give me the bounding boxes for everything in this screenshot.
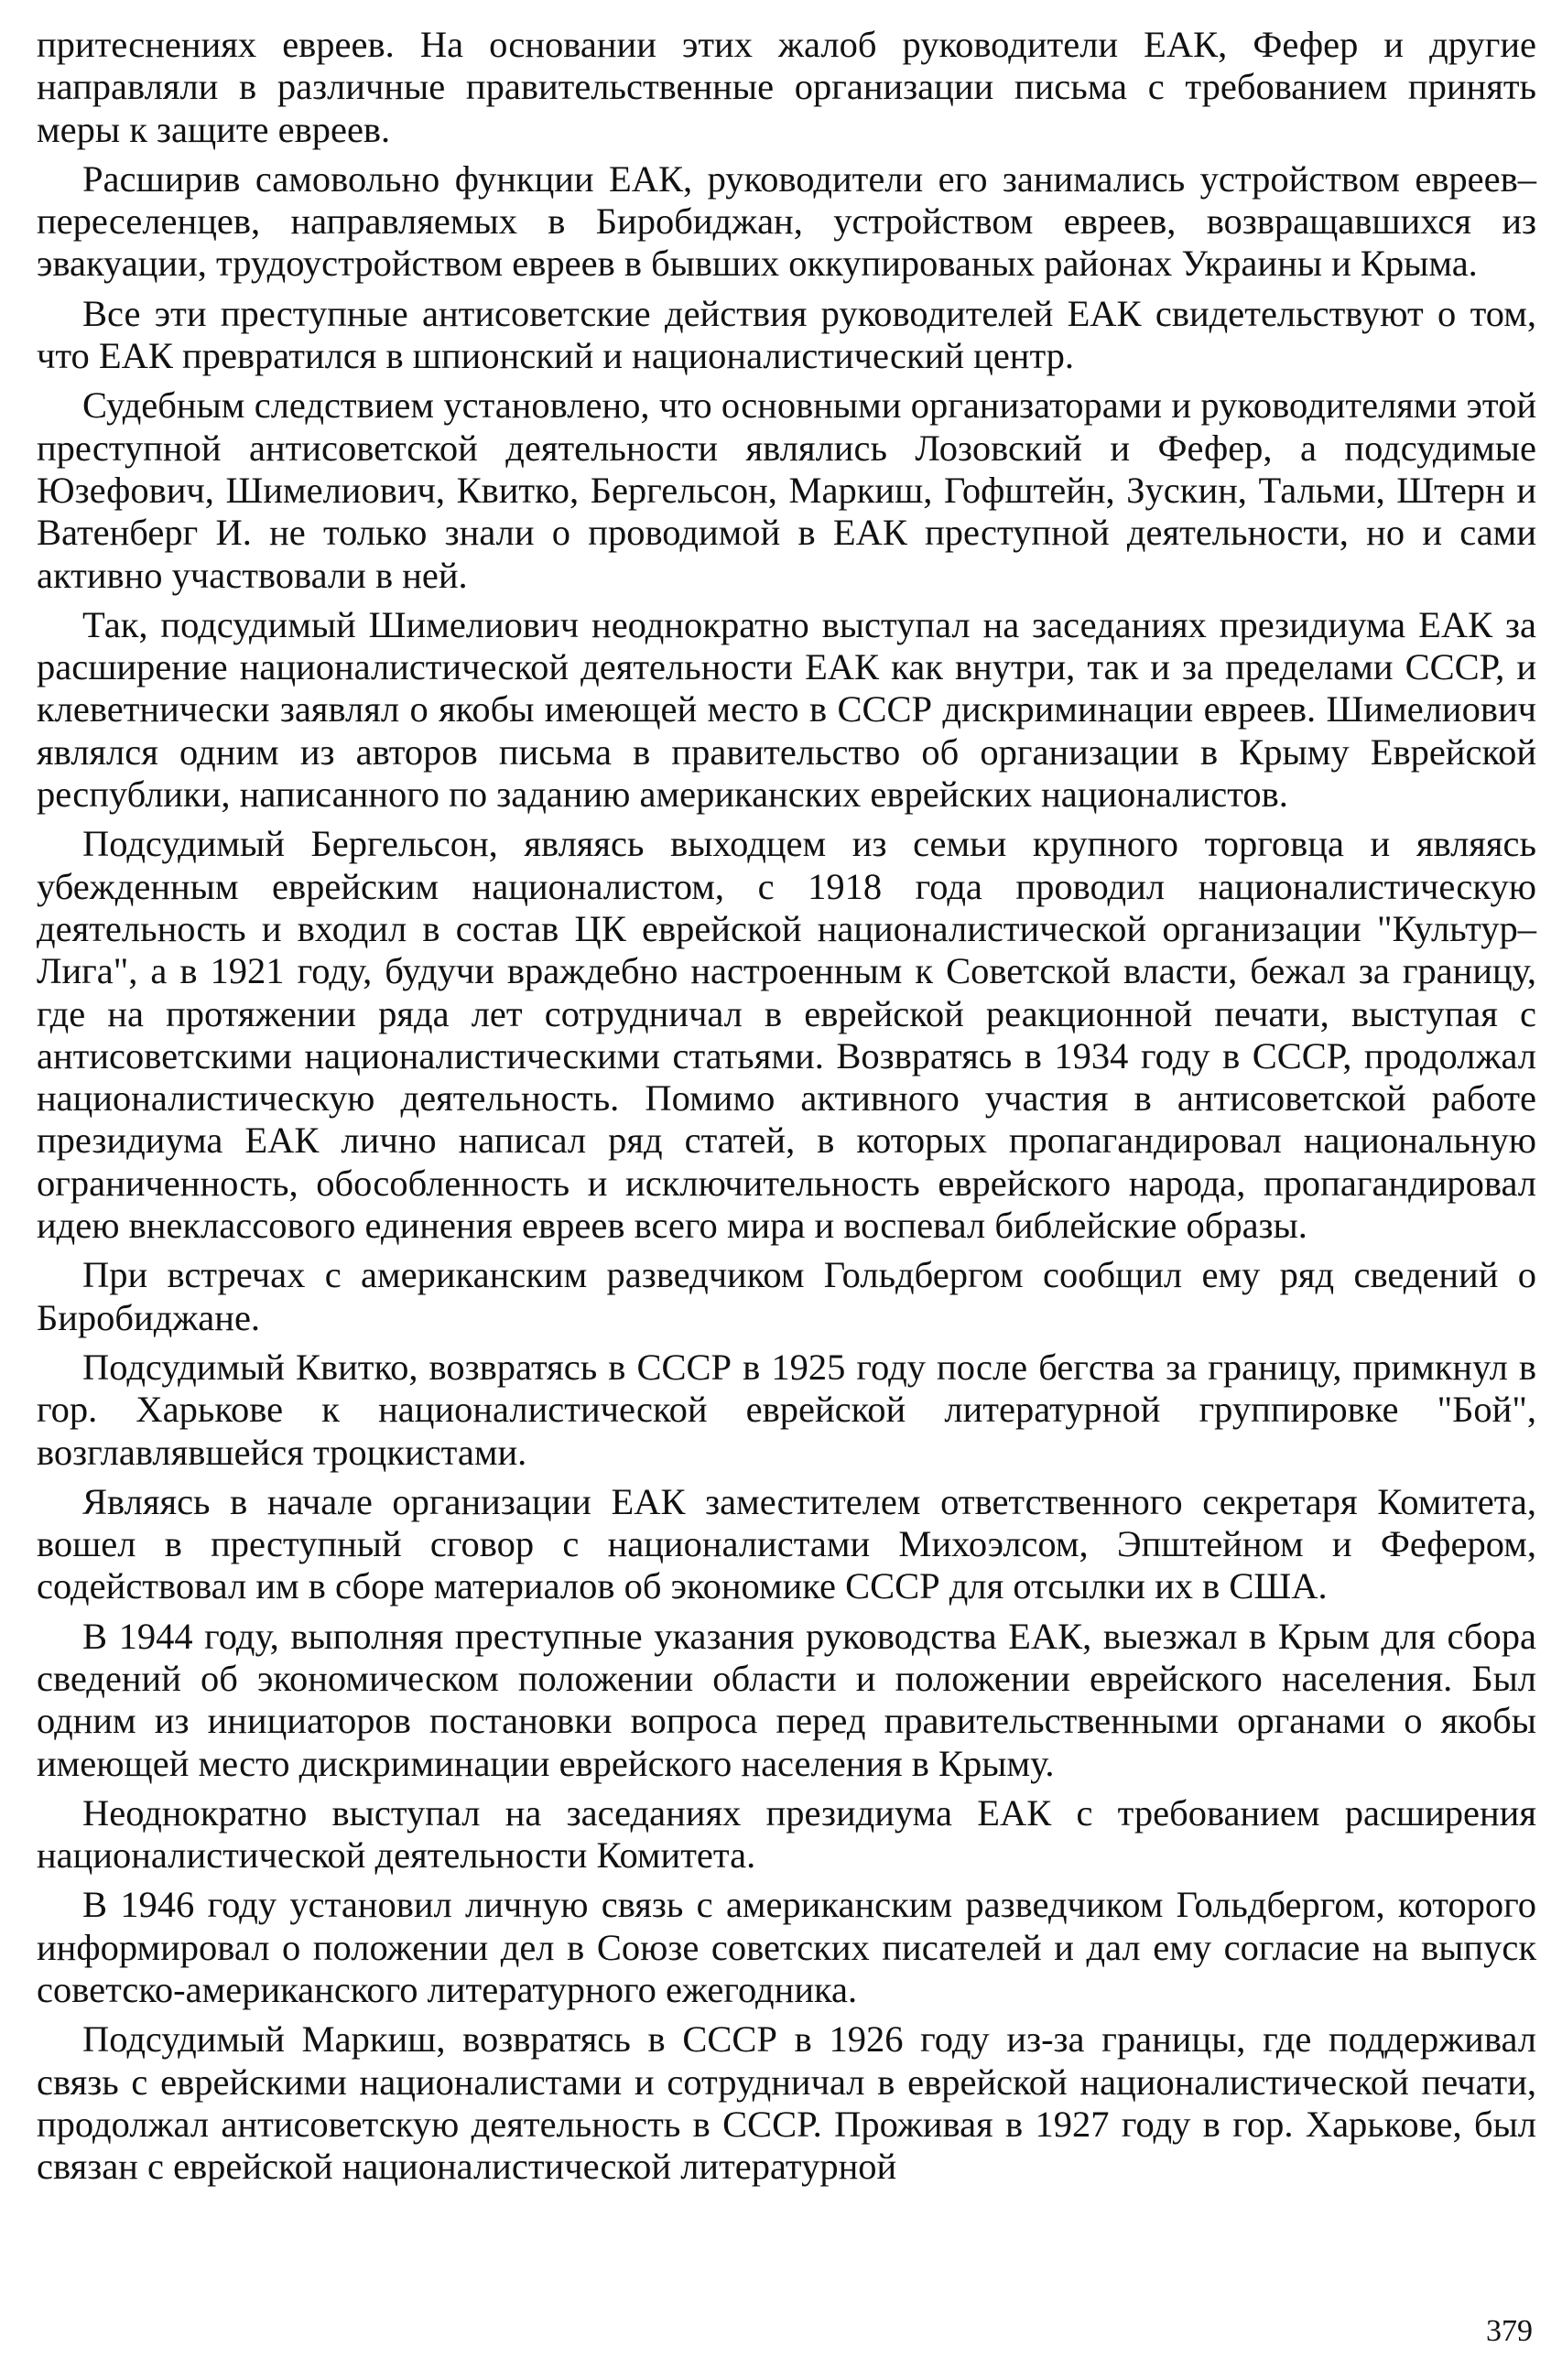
paragraph-8: Подсудимый Квитко, возвратясь в СССР в 1925 году после бегства за границу, примкнул в гор. Харькове к националистической еврейской литературной группировке "Бой", возглавлявшейся троцкистами. bbox=[37, 1346, 1536, 1473]
paragraph-11: Неоднократно выступал на заседаниях президиума ЕАК с требованием расширения националистической деятельности Комитета. bbox=[37, 1791, 1536, 1877]
paragraph-5: Так, подсудимый Шимелиович неоднократно выступал на заседаниях президиума ЕАК за расширение националистической деятельности ЕАК как внутри, так и за пределами СССР, и клеветнически заявлял о якобы имеющей место в СССР дискриминации евреев. Шимелиович являлся одним из авторов письма в правительство об организации в Крыму Еврейской республики, написанного по заданию американских еврейских националистов. bbox=[37, 603, 1536, 816]
paragraph-10: В 1944 году, выполняя преступные указания руководства ЕАК, выезжал в Крым для сбора сведений об экономическом положении области и положении еврейского населения. Был одним из инициаторов постановки вопроса перед правительственными органами о якобы имеющей место дискриминации еврейского населения в Крыму. bbox=[37, 1615, 1536, 1784]
paragraph-2: Расширив самовольно функции ЕАК, руководители его занимались устройством евреев–переселенцев, направляемых в Биробиджан, устройством евреев, возвращавшихся из эвакуации, трудоустройством евреев в бывших оккупированых районах Украины и Крыма. bbox=[37, 157, 1536, 285]
paragraph-12: В 1946 году установил личную связь с американским разведчиком Гольдбергом, которого информировал о положении дел в Союзе советских писателей и дал ему согласие на выпуск советско-американского литературного ежегодника. bbox=[37, 1884, 1536, 2011]
paragraph-1: притеснениях евреев. На основании этих жалоб руководители ЕАК, Фефер и другие направляли в различные правительственные организации письма с требованием принять меры к защите евреев. bbox=[37, 24, 1536, 150]
page-number: 379 bbox=[1486, 2313, 1533, 2348]
body-text bbox=[37, 24, 1536, 2189]
paragraph-13: Подсудимый Маркиш, возвратясь в СССР в 1926 году из-за границы, где поддерживал связь с еврейскими националистами и сотрудничал в еврейской националистической печати, продолжал антисоветскую деятельность в СССР. Проживая в 1927 году в гор. Харькове, был связан с еврейской националистической литературной bbox=[37, 2018, 1536, 2188]
paragraph-7: При встречах с американским разведчиком Гольдбергом сообщил ему ряд сведений о Биробиджане. bbox=[37, 1254, 1536, 1338]
paragraph-9: Являясь в начале организации ЕАК заместителем ответственного секретаря Комитета, вошел в преступный сговор с националистами Михоэлсом, Эпштейном и Фефером, содействовал им в сборе материалов об экономике СССР для отсылки их в США. bbox=[37, 1480, 1536, 1607]
paragraph-3: Все эти преступные антисоветские действия руководителей ЕАК свидетельствуют о том, что ЕАК превратился в шпионский и националистический центр. bbox=[37, 292, 1536, 377]
paragraph-6: Подсудимый Бергельсон, являясь выходцем из семьи крупного торговца и являясь убежденным еврейским националистом, с 1918 года проводил националистическую деятельность и входил в состав ЦК еврейской националистической организации "Культур–Лига", а в 1921 году, будучи враждебно настроенным к Советской власти, бежал за границу, где на протяжении ряда лет сотрудничал в еврейской реакционной печати, выступая с антисоветскими националистическими статьями. Возвратясь в 1934 году в СССР, продолжал националистическую деятельность. Помимо активного участия в антисоветской работе президиума ЕАК лично написал ряд статей, в которых пропагандировал национальную ограниченность, обособленность и исключительность еврейского народа, пропагандировал идею внеклассового единения евреев всего мира и воспевал библейские образы. bbox=[37, 823, 1536, 1247]
paragraph-4: Судебным следствием установлено, что основными организаторами и руководителями этой преступной антисоветской деятельности являлись Лозовский и Фефер, а подсудимые Юзефович, Шимелиович, Квитко, Бергельсон, Маркиш, Гофштейн, Зускин, Тальми, Штерн и Ватенберг И. не только знали о проводимой в ЕАК преступной деятельности, но и сами активно участвовали в ней. bbox=[37, 384, 1536, 596]
